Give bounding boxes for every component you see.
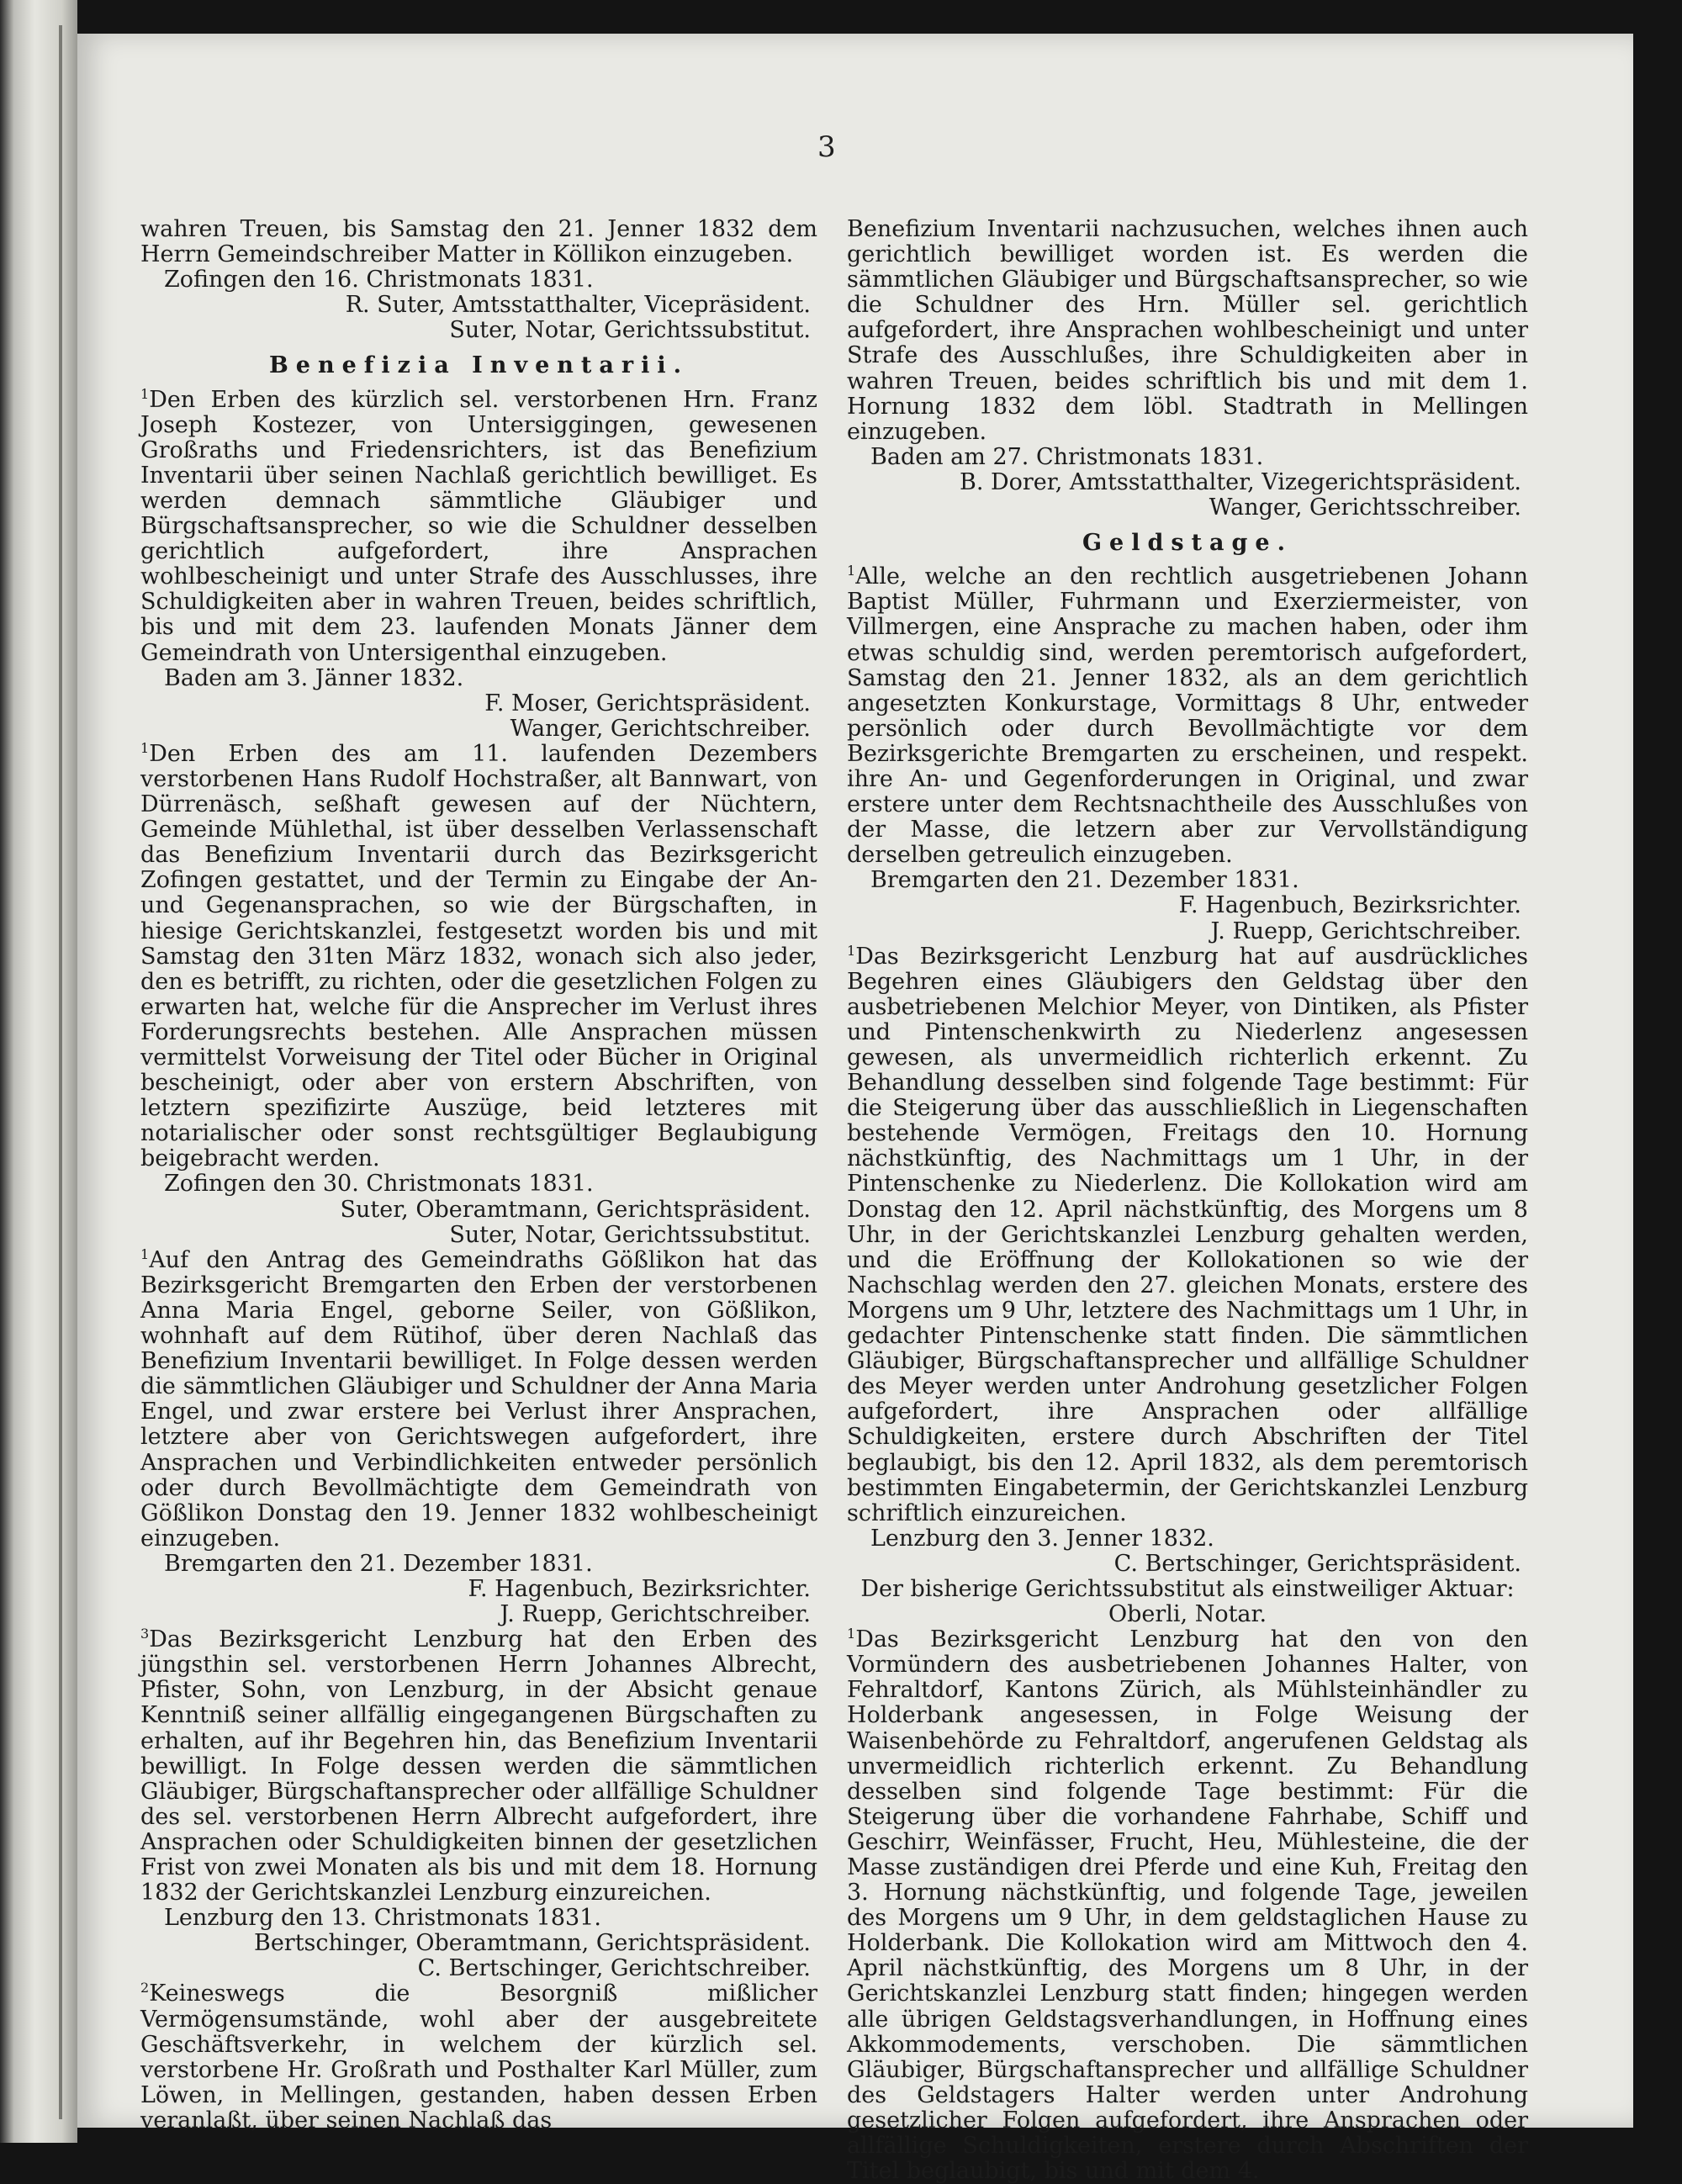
signature: Wanger, Gerichtsschreiber.	[1209, 494, 1521, 521]
signature: Bertschinger, Oberamtmann, Gerichtspräsident.	[253, 1930, 811, 1957]
notice-mark: 1	[847, 1626, 856, 1642]
notice-mark: 1	[140, 385, 150, 402]
notice-date: Baden am 27. Christmonats 1831.	[870, 443, 1264, 470]
notice-text: Auf den Antrag des Gemeindraths Gößlikon hat das Bezirksgericht Bremgarten den Erben der verstorbenen Anna Maria Engel, geborne Seiler, von Gößlikon, wohnhaft auf dem Rütihof, über deren Nachlaß das Benefizium Inventarii bewilliget. In Folge dessen werden die sämmtlichen Gläubiger und Schuldner der Anna Maria Engel, und zwar erstere bei Verlust ihrer Ansprachen, letztere aber von Gerichtswegen aufgefordert, ihre Ansprachen und Verbindlichkeiten entweder persönlich oder durch Bevollmächtigte dem Gemeindrath von Gößlikon Donstag den 19. Jenner 1832 wohlbescheinigt einzugeben.	[140, 1246, 817, 1552]
notice	[140, 1981, 817, 2134]
notice-date: Bremgarten den 21. Dezember 1831.	[164, 1550, 593, 1577]
page-number: 3	[817, 130, 836, 164]
notice	[140, 385, 817, 666]
signature: Suter, Notar, Gerichtssubstitut.	[449, 1221, 811, 1248]
signature: R. Suter, Amtsstatthalter, Vicepräsident.	[345, 292, 811, 319]
notice	[847, 1627, 1528, 2184]
notice-mark: 2	[140, 1980, 150, 1996]
signature: C. Bertschinger, Gerichtspräsident.	[1113, 1550, 1521, 1577]
signature: J. Ruepp, Gerichtschreiber.	[500, 1601, 811, 1628]
notice-text: Den Erben des am 11. laufenden Dezembers verstorbenen Hans Rudolf Hochstraßer, alt Bannwart, von Dürrenäsch, seßhaft gewesen auf der Nüchtern, Gemeinde Mühlethal, ist über desselben Verlassenschaft das Benefizium Inventarii durch das Bezirksgericht Zofingen gestattet, und der Termin zu Eingabe der An- und Gegenansprachen, so wie der Bürgschaften, in hiesige Gerichtskanzlei, festgesetzt worden bis und mit Samstag den 31ten März 1832, wonach sich also jeder, den es betrifft, zu richten, oder die gesetzlichen Folgen zu erwarten hat, welche für die Ansprecher im Verlust ihres Forderungsrechts bestehen. Alle Ansprachen müssen vermittelst Vorweisung der Titel oder Bücher in Original bescheinigt, oder aber von erstern Abschriften, von letztern spezifizirte Auszüge, beid letzteres mit notarialischer oder sonst rechtsgültiger Beglaubigung beigebracht werden.	[140, 740, 817, 1172]
notice-text: Keineswegs die Besorgniß mißlicher Vermögensumstände, wohl aber der ausgebreitete Geschäftsverkehr, in welchem der kürzlich sel. verstorbene Hr. Großrath und Posthalter Karl Müller, zum Löwen, in Mellingen, gestanden, haben dessen Erben veranlaßt, über seinen Nachlaß das	[140, 1980, 817, 2134]
notice-date: Bremgarten den 21. Dezember 1831.	[870, 867, 1299, 894]
notice-text: Alle, welche an den rechtlich ausgetriebenen Johann Baptist Müller, Fuhrmann und Exerziermeister, von Villmergen, eine Ansprache zu machen haben, oder ihm etwas schuldig sind, werden peremtorisch aufgefordert, Samstag den 21. Jenner 1832, als an dem gerichtlich angesetzten Konkurstage, Vormittags 8 Uhr, entweder persönlich oder durch Bevollmächtigte vor dem Bezirksgerichte Bremgarten zu erscheinen, und respekt. ihre An- und Gegenforderungen in Original, und zwar erstere unter dem Rechtsnachtheile des Ausschlußes von der Masse, die letzern aber zur Vervollständigung derselben getreulich einzugeben.	[847, 563, 1528, 869]
section-heading: Geldstage.	[1082, 530, 1293, 557]
notice-mark: 1	[140, 1245, 150, 1262]
notice-date: Zofingen den 16. Christmonats 1831.	[164, 267, 594, 293]
signature: Der bisherige Gerichtssubstitut als einstweiliger Aktuar:	[860, 1575, 1515, 1602]
signature: Oberli, Notar.	[1108, 1601, 1267, 1628]
continuation-text: wahren Treuen, bis Samstag den 21. Jenner 1832 dem Herrn Gemeindschreiber Matter in Köllikon einzugeben.	[140, 216, 817, 268]
notice-text: Das Bezirksgericht Lenzburg hat den Erben des jüngsthin sel. verstorbenen Herrn Johannes Albrecht, Pfister, Sohn, von Lenzburg, in der Absicht genaue Kenntniß seiner allfällig eingegangenen Bürgschaften zu erhalten, auf ihr Begehren hin, das Benefizium Inventarii bewilligt. In Folge dessen werden die sämmtlichen Gläubiger, Bürgschaftansprecher oder allfällige Schuldner des sel. verstorbenen Herrn Albrecht aufgefordert, ihre Ansprachen oder Schuldigkeiten binnen der gesetzlichen Frist von zwei Monaten als bis und mit dem 18. Hornung 1832 der Gerichtskanzlei Lenzburg einzureichen.	[140, 1626, 817, 1906]
left-column	[140, 217, 817, 2134]
signature: F. Hagenbuch, Bezirksrichter.	[1178, 892, 1521, 919]
notice-text: Den Erben des kürzlich sel. verstorbenen Hrn. Franz Joseph Kostezer, von Untersiggingen, gewesenen Großraths und Friedensrichters, ist das Benefizium Inventarii über seinen Nachlaß gerichtlich bewilliget. Es werden demnach sämmtliche Gläubiger und Bürgschaftsansprecher, so wie die Schuldner desselben gerichtlich aufgefordert, ihre Ansprachen wohlbescheinigt und unter Strafe des Ausschlusses, ihre Schuldigkeiten aber in wahren Treuen, beides schriftlich, bis und mit dem 23. laufenden Monats Jänner dem Gemeindrath von Untersigenthal einzugeben.	[140, 386, 817, 666]
continuation-text: Benefizium Inventarii nachzusuchen, welches ihnen auch gerichtlich bewilliget worden ist. Es werden die sämmtlichen Gläubiger und Bürgschaftsansprecher, so wie die Schuldner des Hrn. Müller sel. gerichtlich aufgefordert, ihre Ansprachen wohlbescheinigt und unter Strafe des Ausschlußes, ihre Schuldigkeiten aber in wahren Treuen, beides schriftlich bis und mit dem 1. Hornung 1832 dem löbl. Stadtrath in Mellingen einzugeben.	[847, 216, 1528, 445]
notice-date: Lenzburg den 13. Christmonats 1831.	[164, 1905, 601, 1932]
notice-text: Das Bezirksgericht Lenzburg hat auf ausdrückliches Begehren eines Gläubigers den Geldstag über den ausbetriebenen Melchior Meyer, von Dintiken, als Pfister und Pintenschenkwirth zu Niederlenz angesessen gewesen, als unvermeidlich richterlich erkennt. Zu Behandlung desselben sind folgende Tage bestimmt: Für die Steigerung über das ausschließlich in Liegenschaften bestehende Vermögen, Freitags den 10. Hornung nächstkünftig, des Nachmittags um 1 Uhr, in der Pintenschenke zu Niederlenz. Die Kollokation wird am Donstag den 12. April nächstkünftig, des Morgens um 8 Uhr, in der Gerichtskanzlei Lenzburg gehalten werden, und die Eröffnung der Kollokationen so wie der Nachschlag werden den 27. gleichen Monats, erstere des Morgens um 9 Uhr, letztere des Nachmittags um 1 Uhr, in gedachter Pintenschenke statt finden. Die sämmtlichen Gläubiger, Bürgschaftansprecher und allfällige Schuldner des Meyer werden unter Androhung gesetzlicher Folgen aufgefordert, ihre Ansprachen oder allfällige Schuldigkeiten, erstere durch Abschriften der Titel beglaubigt, bis den 12. April 1832, als dem peremtorisch bestimmten Eingabetermin, der Gerichtskanzlei Lenzburg schriftlich einzureichen.	[847, 943, 1528, 1526]
notice	[140, 1627, 817, 1906]
signature: B. Dorer, Amtsstatthalter, Vizegerichtspräsident.	[959, 468, 1521, 495]
notice	[140, 739, 817, 1172]
notice-mark: 3	[140, 1626, 150, 1642]
notice-date: Lenzburg den 3. Jenner 1832.	[870, 1525, 1214, 1552]
notice-mark: 1	[847, 942, 856, 959]
signature: F. Moser, Gerichtspräsident.	[484, 690, 811, 717]
notice-date: Baden am 3. Jänner 1832.	[164, 664, 464, 691]
signature: F. Hagenbuch, Bezirksrichter.	[468, 1575, 811, 1602]
signature: Suter, Notar, Gerichtssubstitut.	[449, 317, 811, 344]
signature: Suter, Oberamtmann, Gerichtspräsident.	[340, 1196, 811, 1223]
section-heading: Benefizia Inventarii.	[268, 352, 690, 379]
newspaper-page	[77, 34, 1633, 2184]
signature: Wanger, Gerichtschreiber.	[510, 715, 811, 742]
notice	[140, 1245, 817, 1552]
notice-mark: 1	[140, 739, 150, 756]
notice	[847, 944, 1528, 1526]
notice-text: Das Bezirksgericht Lenzburg hat den von den Vormündern des ausbetriebenen Johannes Halter, von Fehraltdorf, Kantons Zürich, als Mühlsteinhändler zu Holderbank angesessen, in Folge Weisung der Waisenbehörde zu Fehraltdorf, angerufenen Geldstag als unvermeidlich richterlich erkennt. Zu Behandlung desselben sind folgende Tage bestimmt: Für die Steigerung über die vorhandene Fahrhabe, Schiff und Geschirr, Weinfässer, Frucht, Heu, Mühlesteine, die der Masse zuständigen drei Pferde und eine Kuh, Freitag den 3. Hornung nächstkünftig, und folgende Tage, jeweilen des Morgens um 9 Uhr, in dem geldstaglichen Hause zu Holderbank. Die Kollokation wird am Mittwoch den 4. April nächstkünftig, des Morgens um 8 Uhr, in der Gerichtskanzlei Lenzburg statt finden; hingegen werden alle übrigen Geldstagsverhandlungen, in Hoffnung eines Akkommodements, verschoben. Die sämmtlichen Gläubiger, Bürgschaftansprecher und allfällige Schuldner des Geldstagers Halter werden unter Androhung gesetzlicher Folgen aufgefordert, ihre Ansprachen oder allfällige Schuldigkeiten, erstere durch Abschriften der Titel beglaubigt, bis und mit dem 4.	[847, 1626, 1528, 2184]
signature: J. Ruepp, Gerichtschreiber.	[1210, 917, 1521, 944]
right-column	[847, 217, 1528, 2184]
notice-mark: 1	[847, 563, 856, 579]
signature: C. Bertschinger, Gerichtschreiber.	[417, 1955, 811, 1982]
notice	[847, 564, 1528, 868]
notice-date: Zofingen den 30. Christmonats 1831.	[164, 1171, 594, 1198]
book-spine	[0, 0, 77, 2143]
gutter-line	[59, 25, 62, 2119]
